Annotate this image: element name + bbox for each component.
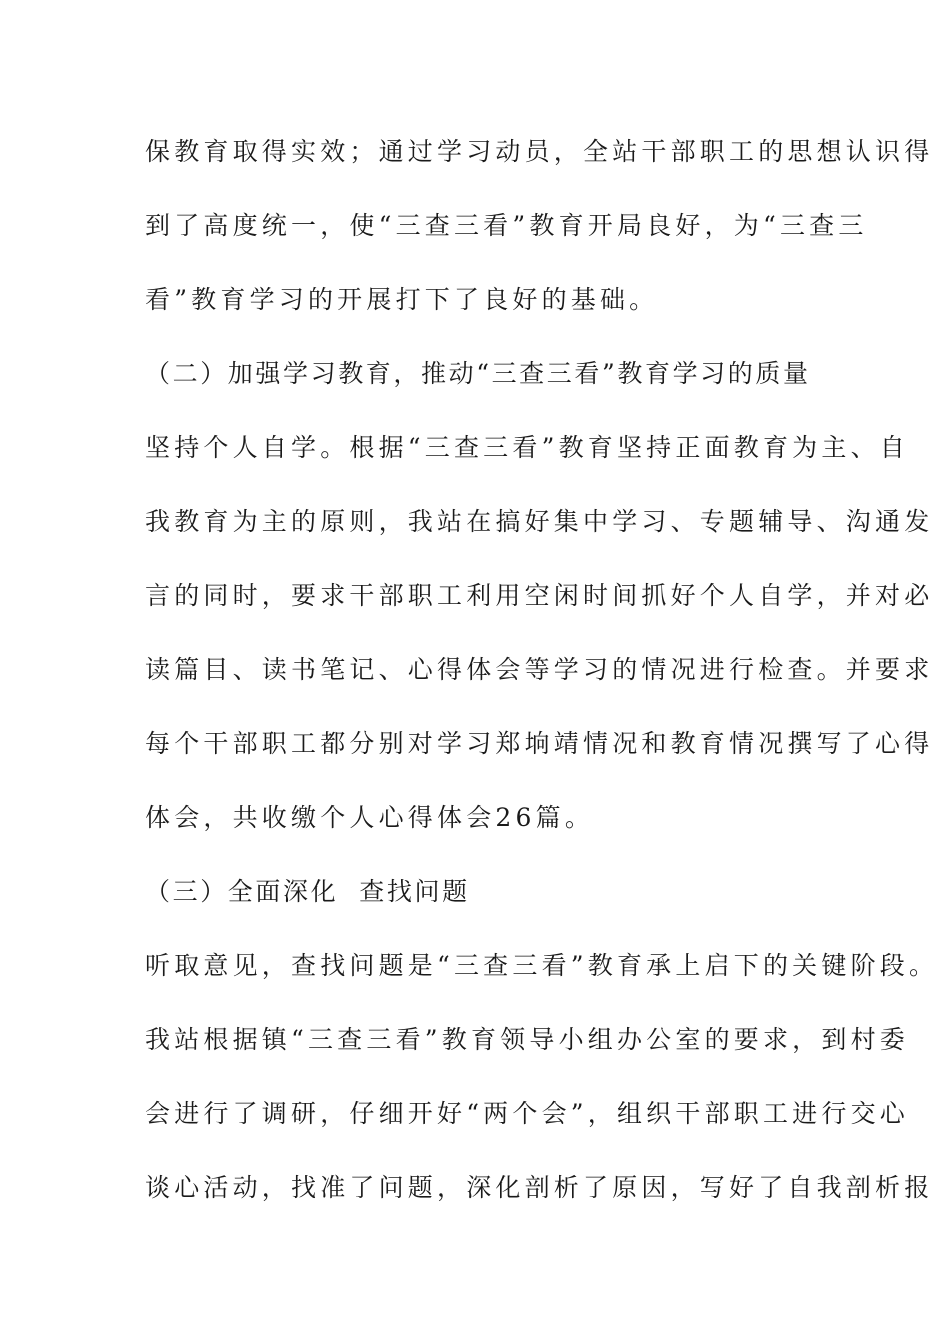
body-text-line: 听取意见，查找问题是“三查三看”教育承上启下的关键阶段。 — [145, 951, 939, 980]
body-text-line: 每个干部职工都分别对学习郑垧靖情况和教育情况撰写了心得 — [145, 729, 934, 758]
section-heading-2: （二）加强学习教育，推动“三查三看”教育学习的质量 — [145, 359, 811, 388]
body-text-line: 言的同时，要求干部职工利用空闲时间抓好个人自学，并对必 — [145, 581, 934, 610]
body-text-line: 保教育取得实效；通过学习动员，全站干部职工的思想认识得 — [145, 137, 934, 166]
body-text-line: 坚持个人自学。根据“三查三看”教育坚持正面教育为主、自 — [145, 433, 909, 462]
body-text-line: 谈心活动，找准了问题，深化剖析了原因，写好了自我剖析报 — [145, 1173, 934, 1202]
body-text-line: 看”教育学习的开展打下了良好的基础。 — [145, 285, 659, 314]
body-text-line: 我教育为主的原则，我站在搞好集中学习、专题辅导、沟通发 — [145, 507, 934, 536]
body-text-line: 我站根据镇“三查三看”教育领导小组办公室的要求，到村委 — [145, 1025, 909, 1054]
body-text-line: 到了高度统一，使“三查三看”教育开局良好，为“三查三 — [145, 211, 868, 240]
body-text-line: 会进行了调研，仔细开好“两个会”，组织干部职工进行交心 — [145, 1099, 909, 1128]
body-text-line: 体会，共收缴个人心得体会26篇。 — [145, 803, 595, 832]
body-text-line: 读篇目、读书笔记、心得体会等学习的情况进行检查。并要求 — [145, 655, 934, 684]
section-heading-3: （三）全面深化 查找问题 — [145, 877, 470, 906]
